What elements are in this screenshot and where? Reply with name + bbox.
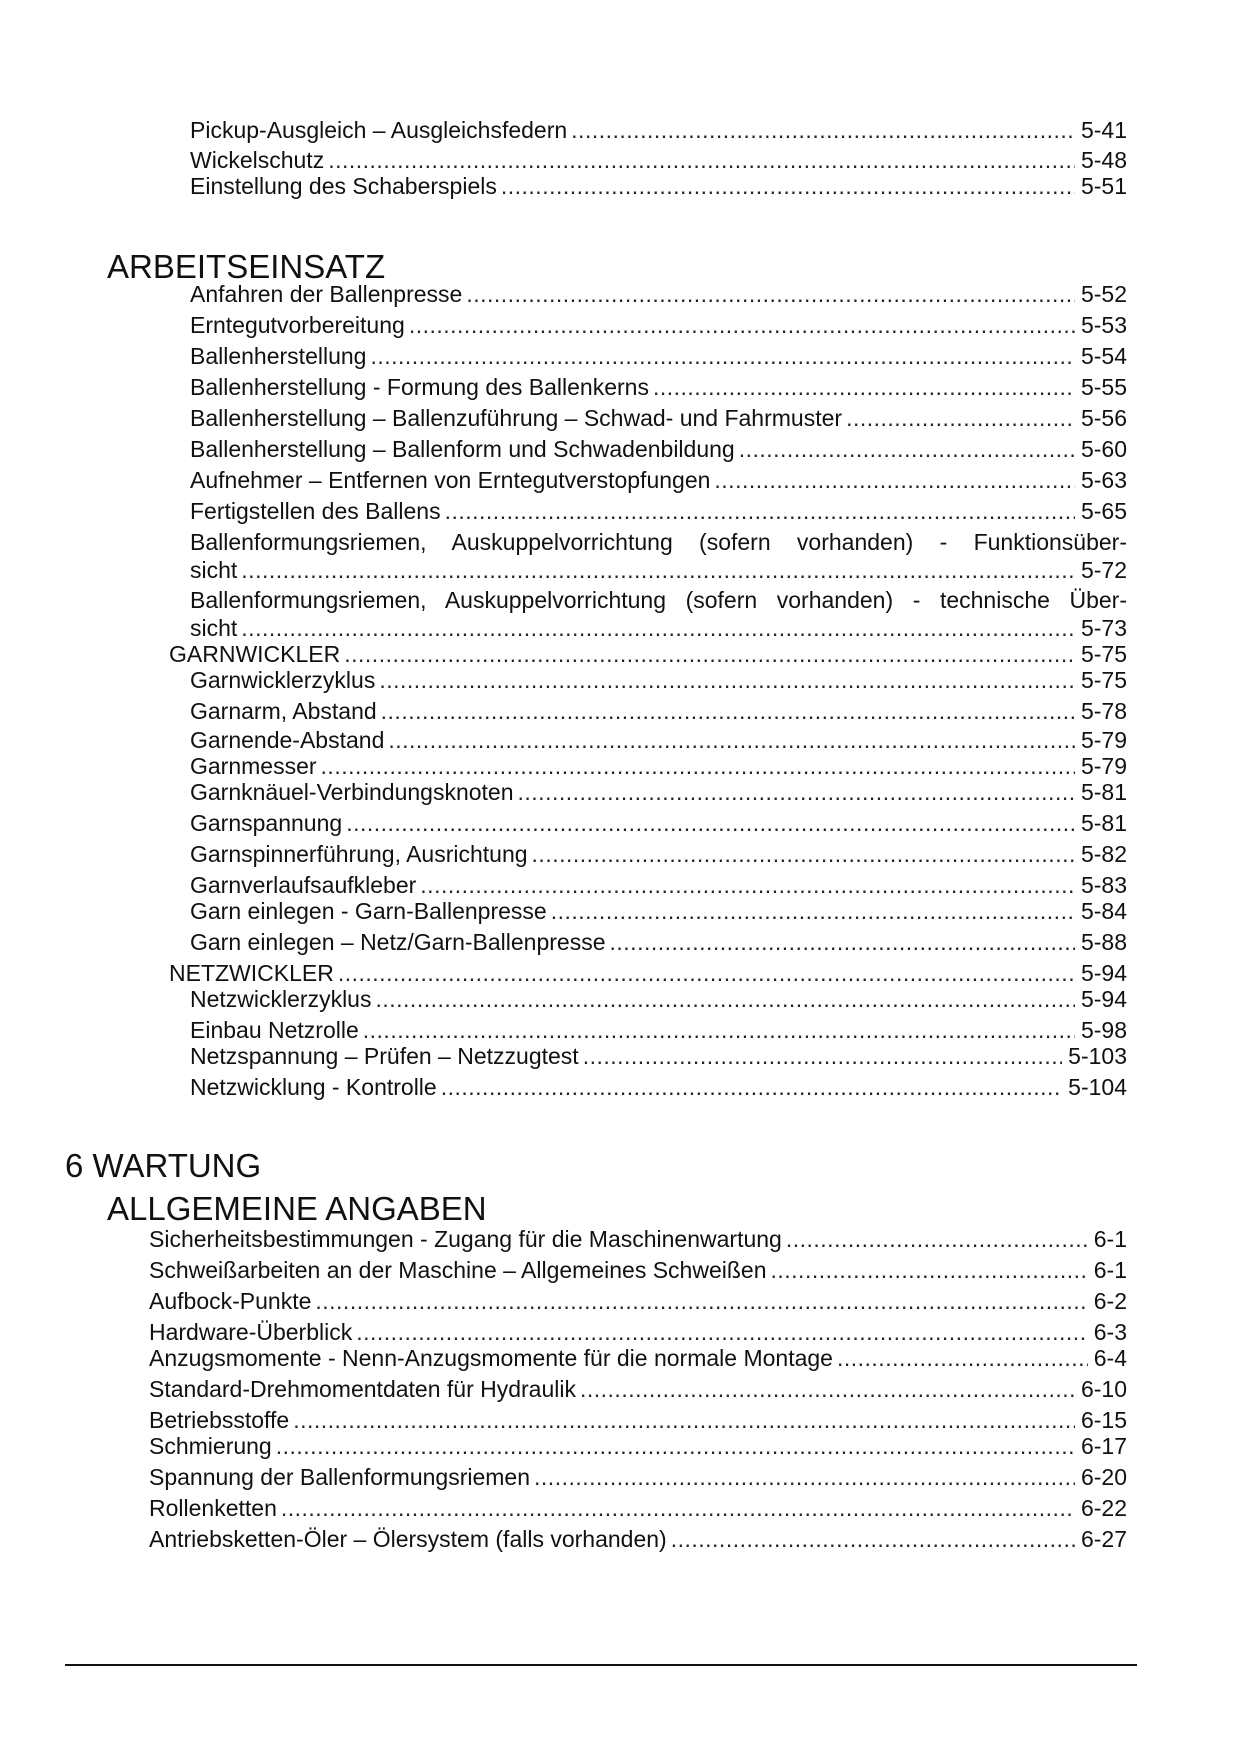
- toc-entry-title: Schmierung: [149, 1433, 272, 1459]
- toc-entry-page: 5-54: [1080, 343, 1127, 369]
- toc-entry-page: 5-60: [1080, 436, 1127, 462]
- toc-entry[interactable]: [190, 146, 1127, 174]
- dot-leader: [551, 897, 1075, 925]
- toc-entry-page: 5-55: [1080, 374, 1127, 400]
- dot-leader: [346, 809, 1075, 837]
- toc-entry-title: Ballenherstellung – Ballenzuführung – Schwad- und Fahrmuster: [190, 405, 843, 431]
- toc-entry-page: 6-1: [1093, 1226, 1127, 1252]
- toc-entry[interactable]: [190, 342, 1127, 370]
- toc-entry-title: sicht: [190, 615, 238, 641]
- dot-leader: [501, 172, 1075, 200]
- toc-entry[interactable]: [190, 556, 1127, 584]
- toc-entry[interactable]: [190, 280, 1127, 308]
- toc-entry[interactable]: [190, 497, 1127, 525]
- toc-entry[interactable]: [190, 311, 1127, 339]
- dot-leader: [328, 146, 1075, 174]
- toc-entry[interactable]: [190, 897, 1127, 925]
- toc-entry-title: Garnarm, Abstand: [190, 698, 377, 724]
- dot-leader: [344, 640, 1075, 668]
- toc-entry[interactable]: [149, 1463, 1127, 1491]
- toc-entry-page: 5-73: [1080, 615, 1127, 641]
- toc-entry[interactable]: [149, 1525, 1127, 1553]
- toc-entry[interactable]: [190, 466, 1127, 494]
- toc-entry-page: 6-4: [1093, 1345, 1127, 1371]
- dot-leader: [837, 1344, 1088, 1372]
- dot-leader: [583, 1042, 1062, 1070]
- dot-leader: [534, 1463, 1075, 1491]
- section-heading-arbeitseinsatz: ARBEITSEINSATZ: [107, 248, 386, 285]
- toc-entry-title: Ballenherstellung – Ballenform und Schwadenbildung: [190, 436, 735, 462]
- toc-entry-title: Garnknäuel-Verbindungsknoten: [190, 779, 514, 805]
- toc-entry[interactable]: [190, 614, 1127, 642]
- toc-entry-title: Garnverlaufsaufkleber: [190, 872, 417, 898]
- toc-entry-page: 5-53: [1080, 312, 1127, 338]
- toc-entry-page: 6-22: [1080, 1495, 1127, 1521]
- toc-entry-page: 5-81: [1080, 810, 1127, 836]
- toc-entry-page: 5-98: [1080, 1017, 1127, 1043]
- dot-leader: [379, 666, 1075, 694]
- toc-entry-wrapped-line[interactable]: Ballenformungsriemen, Auskuppelvorrichtung (sofern vorhanden) - technische Über-: [190, 587, 1127, 613]
- toc-entry-title: Ballenherstellung: [190, 343, 367, 369]
- dot-leader: [388, 726, 1075, 754]
- toc-entry-page: 6-2: [1093, 1288, 1127, 1314]
- toc-entry-title: Erntegutvorbereitung: [190, 312, 405, 338]
- dot-leader: [653, 373, 1075, 401]
- dot-leader: [293, 1406, 1075, 1434]
- toc-entry-title: Anzugsmomente - Nenn-Anzugsmomente für die normale Montage: [149, 1345, 833, 1371]
- toc-entry-title: Garnwicklerzyklus: [190, 667, 376, 693]
- toc-entry-title: Garnende-Abstand: [190, 727, 385, 753]
- toc-entry-title: Garnspinnerführung, Ausrichtung: [190, 841, 528, 867]
- toc-subsection-garnwickler[interactable]: [169, 640, 1127, 668]
- toc-entry-title: Einstellung des Schaberspiels: [190, 173, 497, 199]
- toc-entry-title: Netzwicklung - Kontrolle: [190, 1074, 437, 1100]
- toc-entry-title: Netzspannung – Prüfen – Netzzugtest: [190, 1043, 579, 1069]
- dot-leader: [445, 497, 1075, 525]
- dot-leader: [714, 466, 1075, 494]
- toc-entry-page: 5-48: [1080, 147, 1127, 173]
- dot-leader: [409, 311, 1075, 339]
- toc-entry[interactable]: [190, 435, 1127, 463]
- toc-entry[interactable]: [149, 1318, 1127, 1346]
- toc-entry-title: Hardware-Überblick: [149, 1319, 353, 1345]
- toc-entry-page: 6-10: [1080, 1376, 1127, 1402]
- toc-subsection-netzwickler[interactable]: [169, 959, 1127, 987]
- dot-leader: [315, 1287, 1087, 1315]
- toc-entry-title: Einbau Netzrolle: [190, 1017, 359, 1043]
- toc-entry-page: 5-82: [1080, 841, 1127, 867]
- dot-leader: [846, 404, 1075, 432]
- toc-entry[interactable]: [149, 1344, 1127, 1372]
- dot-leader: [571, 116, 1075, 144]
- dot-leader: [241, 556, 1075, 584]
- toc-entry[interactable]: [149, 1432, 1127, 1460]
- toc-entry-page: 5-72: [1080, 557, 1127, 583]
- dot-leader: [363, 1016, 1075, 1044]
- toc-entry[interactable]: [190, 697, 1127, 725]
- dot-leader: [441, 1073, 1062, 1101]
- chapter-heading: 6 WARTUNG: [65, 1147, 262, 1184]
- toc-entry-page: 5-103: [1068, 1043, 1127, 1069]
- dot-leader: [518, 778, 1075, 806]
- toc-entry-page: 5-88: [1080, 929, 1127, 955]
- toc-entry-title: Aufbock-Punkte: [149, 1288, 312, 1314]
- toc-entry-page: 6-17: [1080, 1433, 1127, 1459]
- toc-entry-title: Garn einlegen - Garn-Ballenpresse: [190, 898, 547, 924]
- toc-entry-title: Betriebsstoffe: [149, 1407, 290, 1433]
- toc-entry-page: 5-79: [1080, 753, 1127, 779]
- toc-entry[interactable]: [190, 928, 1127, 956]
- toc-entry-page: 6-3: [1093, 1319, 1127, 1345]
- dot-leader: [420, 871, 1075, 899]
- toc-entry-page: 5-41: [1080, 117, 1127, 143]
- toc-entry[interactable]: [190, 809, 1127, 837]
- toc-entry[interactable]: [190, 752, 1127, 780]
- toc-entry[interactable]: [190, 666, 1127, 694]
- toc-entry-title: Garnmesser: [190, 753, 317, 779]
- toc-entry-wrapped-line[interactable]: Ballenformungsriemen, Auskuppelvorrichtung (sofern vorhanden) - Funktionsüber-: [190, 529, 1127, 555]
- dot-leader: [338, 959, 1075, 987]
- toc-entry-page: 6-20: [1080, 1464, 1127, 1490]
- dot-leader: [739, 435, 1075, 463]
- dot-leader: [370, 342, 1075, 370]
- toc-entry[interactable]: [190, 726, 1127, 754]
- toc-entry[interactable]: [149, 1287, 1127, 1315]
- dot-leader: [532, 840, 1075, 868]
- dot-leader: [381, 697, 1075, 725]
- toc-entry[interactable]: [149, 1225, 1127, 1253]
- toc-entry-title: Netzwicklerzyklus: [190, 986, 372, 1012]
- toc-entry-page: 5-104: [1068, 1074, 1127, 1100]
- toc-entry-title: Garnspannung: [190, 810, 343, 836]
- toc-entry-page: 5-63: [1080, 467, 1127, 493]
- toc-entry-title: Aufnehmer – Entfernen von Erntegutverstopfungen: [190, 467, 711, 493]
- dot-leader: [610, 928, 1075, 956]
- toc-entry-page: 5-94: [1080, 960, 1127, 986]
- toc-entry[interactable]: [149, 1406, 1127, 1434]
- dot-leader: [580, 1375, 1075, 1403]
- toc-entry-page: 5-81: [1080, 779, 1127, 805]
- toc-entry-page: 5-75: [1080, 641, 1127, 667]
- toc-entry-title: Rollenketten: [149, 1495, 277, 1521]
- dot-leader: [786, 1225, 1088, 1253]
- toc-entry-title: Standard-Drehmomentdaten für Hydraulik: [149, 1376, 576, 1402]
- toc-entry-page: 5-52: [1080, 281, 1127, 307]
- toc-entry[interactable]: [190, 116, 1127, 144]
- toc-entry-title: Pickup-Ausgleich – Ausgleichsfedern: [190, 117, 568, 143]
- toc-entry-page: 5-56: [1080, 405, 1127, 431]
- toc-entry-page: 5-78: [1080, 698, 1127, 724]
- dot-leader: [356, 1318, 1088, 1346]
- toc-entry-title: Schweißarbeiten an der Maschine – Allgemeines Schweißen: [149, 1257, 767, 1283]
- toc-entry-title: Spannung der Ballenformungsriemen: [149, 1464, 531, 1490]
- toc-entry[interactable]: [190, 404, 1127, 432]
- toc-entry[interactable]: [149, 1256, 1127, 1284]
- dot-leader: [466, 280, 1075, 308]
- toc-entry[interactable]: [149, 1375, 1127, 1403]
- toc-entry[interactable]: [190, 871, 1127, 899]
- toc-entry-title: Antriebsketten-Öler – Ölersystem (falls vorhanden): [149, 1526, 667, 1552]
- toc-entry-page: 5-84: [1080, 898, 1127, 924]
- footer-rule: [65, 1664, 1137, 1666]
- toc-entry-title: Wickelschutz: [190, 147, 325, 173]
- dot-leader: [276, 1432, 1075, 1460]
- toc-entry-title: GARNWICKLER: [169, 641, 341, 667]
- toc-entry[interactable]: [190, 840, 1127, 868]
- toc-entry-title: sicht: [190, 557, 238, 583]
- dot-leader: [671, 1525, 1075, 1553]
- toc-entry[interactable]: [190, 1042, 1127, 1070]
- toc-entry-page: 5-51: [1080, 173, 1127, 199]
- toc-entry-title: Ballenherstellung - Formung des Ballenkerns: [190, 374, 649, 400]
- toc-entry[interactable]: [190, 373, 1127, 401]
- toc-entry[interactable]: [190, 1016, 1127, 1044]
- toc-entry-page: 5-65: [1080, 498, 1127, 524]
- toc-entry-page: 6-1: [1093, 1257, 1127, 1283]
- dot-leader: [375, 985, 1074, 1013]
- toc-entry[interactable]: [190, 172, 1127, 200]
- toc-entry[interactable]: [190, 1073, 1127, 1101]
- toc-entry-page: 5-94: [1080, 986, 1127, 1012]
- toc-entry-title: Garn einlegen – Netz/Garn-Ballenpresse: [190, 929, 606, 955]
- dot-leader: [771, 1256, 1088, 1284]
- toc-entry[interactable]: [190, 778, 1127, 806]
- toc-entry-page: 5-79: [1080, 727, 1127, 753]
- toc-entry-title: NETZWICKLER: [169, 960, 334, 986]
- toc-entry-page: 5-75: [1080, 667, 1127, 693]
- toc-entry[interactable]: [149, 1494, 1127, 1522]
- dot-leader: [241, 614, 1075, 642]
- dot-leader: [321, 752, 1075, 780]
- toc-entry-title: Sicherheitsbestimmungen - Zugang für die Maschinenwartung: [149, 1226, 782, 1252]
- toc-entry-title: Anfahren der Ballenpresse: [190, 281, 463, 307]
- toc-entry-title: Fertigstellen des Ballens: [190, 498, 441, 524]
- toc-entry-page: 5-83: [1080, 872, 1127, 898]
- toc-entry-page: 6-27: [1080, 1526, 1127, 1552]
- section-heading-allgemeine-angaben: ALLGEMEINE ANGABEN: [107, 1190, 487, 1227]
- toc-entry-page: 6-15: [1080, 1407, 1127, 1433]
- dot-leader: [281, 1494, 1075, 1522]
- toc-entry[interactable]: [190, 985, 1127, 1013]
